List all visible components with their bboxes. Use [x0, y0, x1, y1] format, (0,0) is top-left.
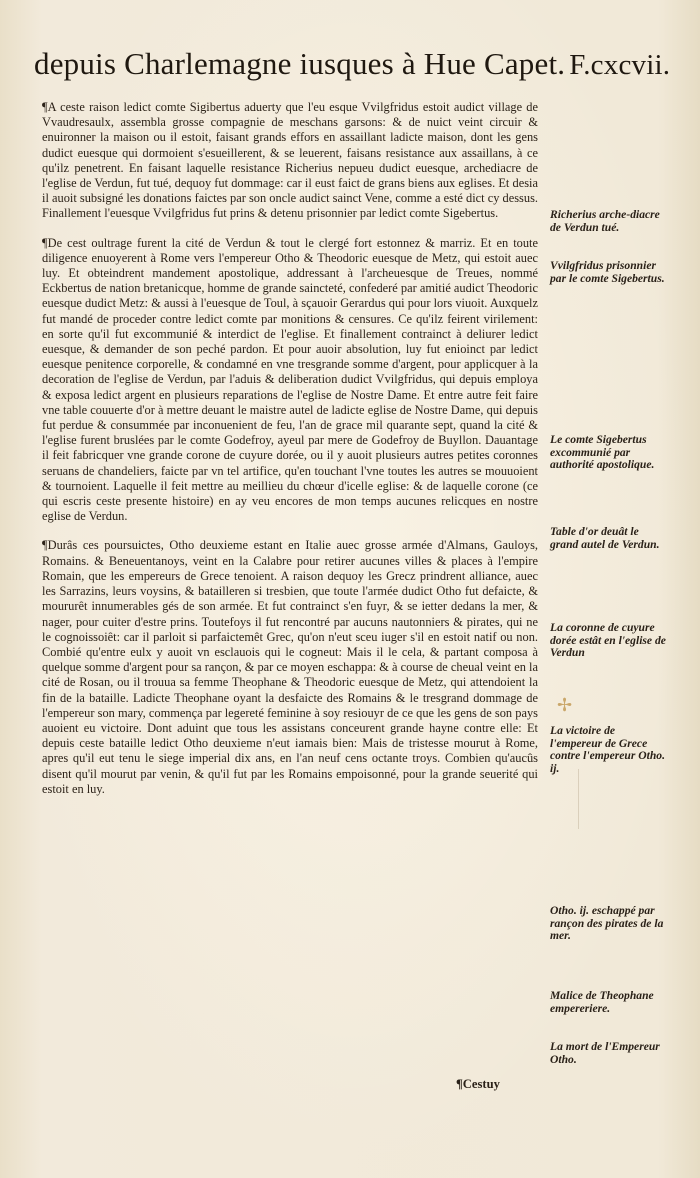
margin-note-table-dor: Table d'or deuât le grand autel de Verdun.	[550, 525, 660, 551]
main-text-column	[42, 100, 538, 811]
margin-note-victoire: La victoire de l'empereur de Grece contre l'empereur Otho. ij.	[550, 724, 665, 775]
paragraph-1: ¶A ceste raison ledict comte Sigibertus aduerty que l'eu esque Vvilgfridus estoit audict village de Vvaudresaulx, assembla grosse compagnie de meschans garsons: & de nuict veint circuir & enuironner la maison ou il estoit, faisant grands effors en assaillant ladicte maison, dont les gens dudict euesque qui dormoient s'esueillerent, & se leuerent, faisans resistance aux assaillans, à ce qu'ilz penetrent. En faisant laquelle resistance Richerius nepueu dudict euesque, archediacre de l'eglise de Verdun, fut tué, dequoy fut dommage: car il eust faict de grans biens aux eglises. Et desia il auoit subsigné les donations faictes par son oncle audict sainct Vene, comme a esté dict cy dessus. Finallement l'euesque Vvilgfridus fut prins & detenu prisonnier par ledict comte Sigebertus.	[42, 100, 538, 221]
margin-note-mort-otho: La mort de l'Empereur Otho.	[550, 1040, 660, 1066]
margin-ornament-icon: ✢	[557, 695, 573, 715]
margin-note-otho-eschappe: Otho. ij. eschappé par rançon des pirates de la mer.	[550, 904, 664, 943]
running-header	[34, 46, 674, 92]
margin-note-vvilgfridus: Vvilgfridus prisonnier par le comte Sigebertus.	[550, 259, 665, 285]
paragraph-2: ¶De cest oultrage furent la cité de Verdun & tout le clergé fort estonnez & marriz. Et en toute diligence enuoyerent à Rome vers l'empereur Otho & Theodoric euesque de Metz, qui estoit auec luy. Et obteindrent mandement apostolique, addressant à l'archeuesque de Treues, nommé Eckbertus de nation bretanicque, homme de grande saincteté, confederé par amitié audict Theodoric euesque dudict Metz: & aussi à l'euesque de Toul, à sçauoir Gerardus qui pour lors viuoit. Auxquelz fut mandé de proceder contre ledict comte par monitions & censures. Ce qu'ilz feirent virilement: en sorte qu'il fut excommunié & interdict de l'eglise. Et finallement contrainct à deliurer ledict euesque, & demander de son peché pardon. Et pour auoir absolution, luy fut enioinct par ledict euesque penitence corporelle, & condamné en vne tresgrande somme d'argent, pour applicquer à la decoration de l'eglise de Verdun, par l'aduis & deliberation dudict Vvilgfridus, qui depuis employa & exposa ledict argent en plusieurs reparations de l'eglise de Nostre Dame. Et entre autre feit faire vne table couuerte d'or à mettre deuant le maistre autel de ladicte eglise de Nostre Dame, qui depuis fut perdue & consummée par inconuenient de feu, l'an de grace mil quarante sept, quand la cité & l'eglise furent bruslées par le comte Godefroy, ayeul par mere de Godefroy de Buyllon. Dauantage il feit fabricquer vne grande corone de cuyure dorée, ou il y auoit plusieurs autres petites coronnes seruans de chandeliers, faicte par vn tel artifice, qu'en touchant l'vne toutes les autres se mouuoient & tournoient. Laquelle il feit mettre au meillieu du chœur d'icelle eglise: & de laquelle corone (ce qui escris ceste presente histoire) en ay veu encores de mon temps aucunes relicques en nostre eglise de Verdun.	[42, 235, 538, 524]
header-title: depuis Charlemagne iusques à Hue Capet.	[34, 46, 566, 81]
margin-note-richerius: Richerius arche-diacre de Verdun tué.	[550, 208, 660, 234]
folio-number: F.cxcvii.	[569, 49, 671, 81]
margin-note-coronne: La coronne de cuyure dorée estât en l'eglise de Verdun	[550, 621, 666, 660]
catchword: ¶Cestuy	[456, 1077, 500, 1091]
margin-note-excommunie: Le comte Sigebertus excommunié par authorité apostolique.	[550, 433, 655, 472]
margin-note-malice: Malice de Theophane empereriere.	[550, 989, 654, 1015]
faint-bracket-mark	[578, 769, 597, 829]
paragraph-3: ¶Durâs ces poursuictes, Otho deuxieme estant en Italie auec grosse armée d'Almans, Gauloys, Romains. & Beneuentanoys, veint en la Calabre pour retirer aucunes villes & places à l'empire Romain, que les empereurs de Grece tenoient. A raison dequoy les Grecz prindrent alliance, auec les Sarrazins, leurs voysins, & batailleren si tresbien, que toute l'armée dudict Otho fut defaicte, & moururêt innumerables gés de son armée. Et fut contrainct s'en fuyr, & se ietter dedans la mer, & nager, pour cuiter d'estre prins. Toutefoys il fut rencontré par aucuns nautonniers & pirates, qui ne le cognoissoiêt: car il parloit si parfaictemêt Grec, qu'on n'eut sceu iuger s'il en estoit natif ou non. Combié qu'entre eulx y auoit vn esclauois qui le cogneut: Mais il le cela, & partant composa à quelque somme d'argent pour sa rançon, & par ce moyen eschappa: & à course de cheual veint en la cité de Rosan, ou il trouua sa femme Theophane & Theodoric euesque de Metz, qui attendoient la fin de la bataille. Ladicte Theophane oyant la desfaicte des Romains & le tresgrand dommage de l'empereur son mary, commença par legereté feminine à soy resiouyr de ce que les gens de son pays auoient eu victoire. Dont aduint que tous les assistans conceurent grande hayne contre elle: Et depuis ceste bataille ledict Otho deuxieme n'eut iamais bien: Mais de tristesse mourut à Rome, apres qu'il eut tenu le siege imperial dix ans, en l'an neuf cens octante troys. Combien qu'aucûs disent qu'il mourut par venin, & qu'il fut par les Romains empoisonné, pour la grande seuerité qui estoit en luy.	[42, 538, 538, 796]
